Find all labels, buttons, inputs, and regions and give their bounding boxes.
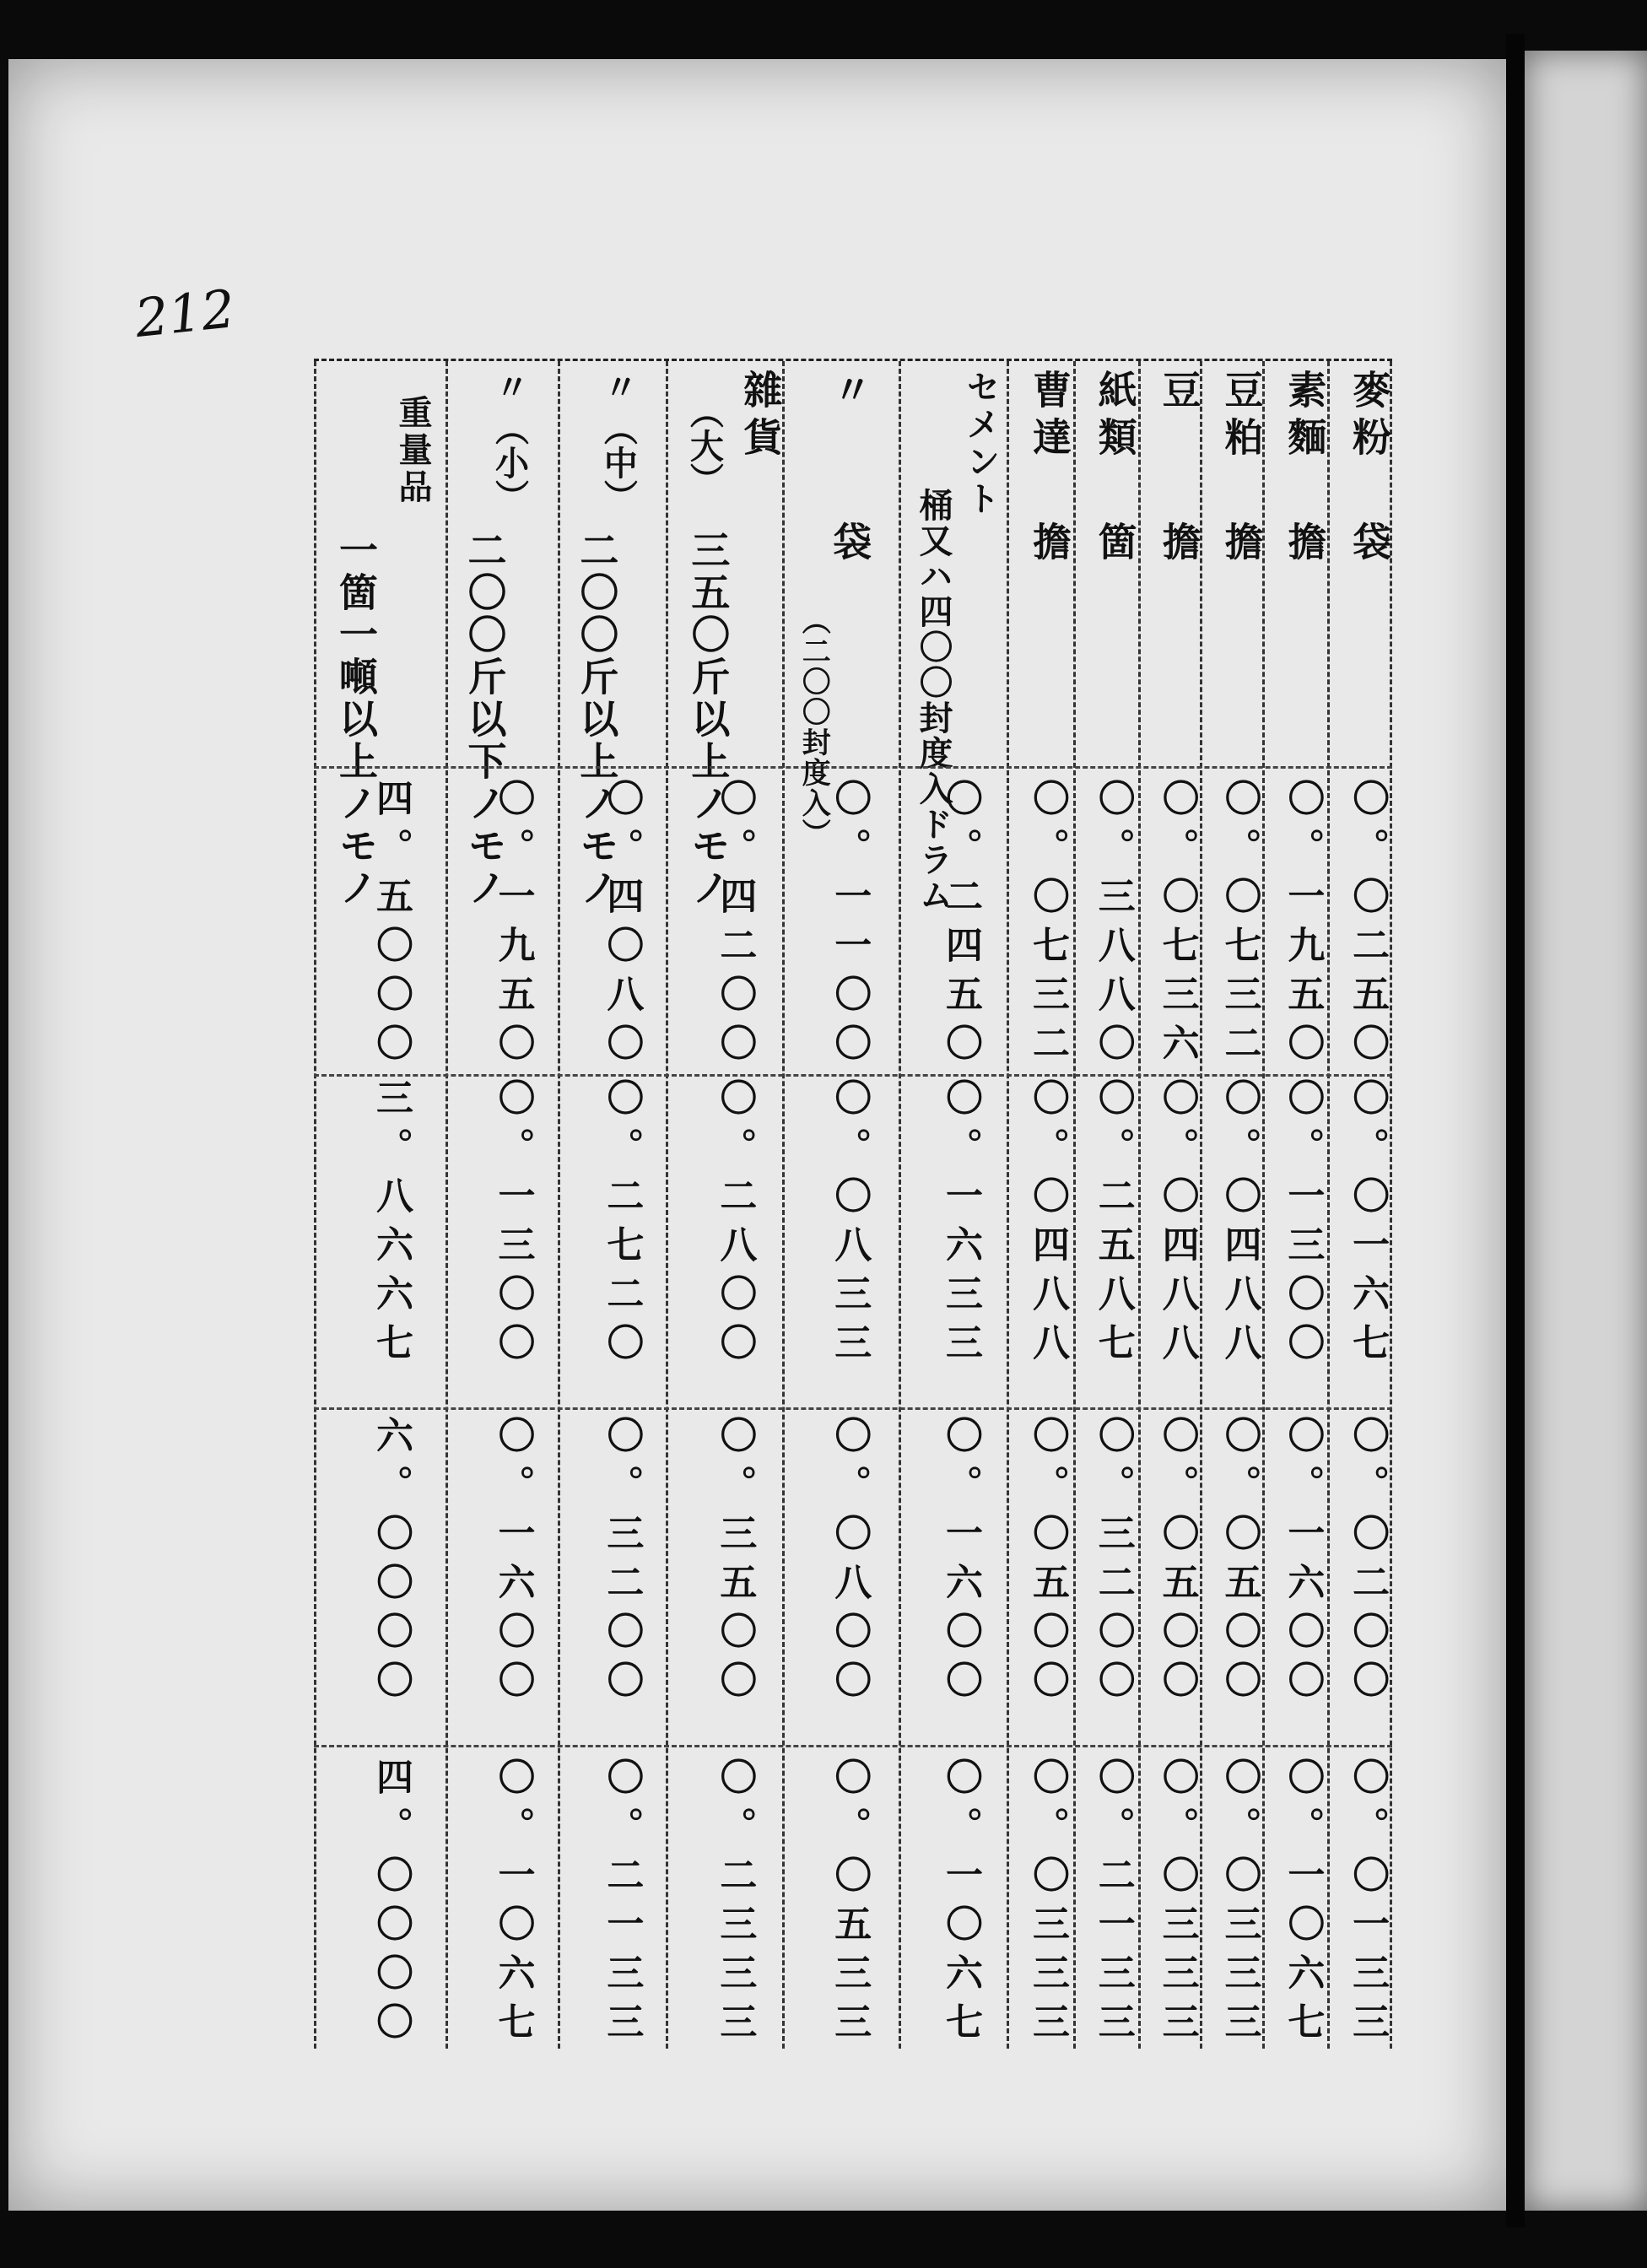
rate-cell: 〇。二一三三 [1091,1758,1135,2051]
rate-cell: 〇。二一三三 [600,1758,644,2051]
rate-cell: 〇。四〇八〇 [600,779,644,1072]
rate-cell: 〇。二五八七 [1091,1078,1135,1372]
rate-cell: 〇。一六〇〇 [1281,1416,1325,1709]
rate-cell: 〇。二四五〇 [939,779,983,1072]
item-name: 豆粕 [1218,370,1265,464]
table-row [1262,361,1327,2049]
rate-cell: 〇。〇七三六 [1155,779,1199,1072]
unit-note: （二〇〇封度入） [796,606,831,849]
rate-cell: 〇。〇五〇〇 [1218,1416,1261,1709]
table-row [782,361,899,2049]
rate-cell: 〇。〇八〇〇 [828,1416,872,1709]
item-name: 〃 [598,370,639,403]
item-name: 曹達 [1027,370,1073,464]
rate-cell: 六。〇〇〇〇 [369,1416,413,1709]
rate-cell: 〇。四二〇〇 [713,779,757,1072]
rate-cell: 〇。一三〇〇 [491,1078,535,1372]
rate-cell: 〇。〇四八八 [1026,1078,1070,1372]
rate-cell: 〇。三五〇〇 [713,1416,757,1709]
adjacent-page-edge [1525,51,1647,2211]
rate-cell: 〇。一一〇〇 [828,779,872,1072]
table-row [1073,361,1138,2049]
column-divider [314,1074,1392,1077]
size-label: （大） [684,395,725,496]
table-row [666,361,782,2049]
rate-cell: 〇。〇二五〇 [1346,779,1390,1072]
table-row [558,361,666,2049]
item-name: 麥粉 [1347,370,1393,464]
table-row [314,361,446,2049]
rate-cell: 〇。一三〇〇 [1281,1078,1325,1372]
rate-cell: 〇。〇五〇〇 [1155,1416,1199,1709]
item-name: 重量品 [392,395,433,506]
table-row [899,361,1007,2049]
rate-cell: 〇。二三三三 [713,1758,757,2051]
rate-cell: 〇。一〇六七 [491,1758,535,2051]
size-label: （中） [598,412,639,513]
rate-cell: 〇。一六〇〇 [491,1416,535,1709]
page-gutter [1506,34,1525,2228]
column-divider [314,766,1392,769]
unit: 二〇〇斤以上ノモノ [574,530,620,910]
rate-table [314,359,1392,2049]
rate-cell: 〇。〇三三三 [1155,1758,1199,2051]
unit: 擔 [1027,521,1073,565]
rate-cell: 〇。〇四八八 [1218,1078,1261,1372]
item-name: 〃 [827,370,873,417]
table-row [446,361,558,2049]
item-name: 紙類 [1092,370,1138,464]
unit: 擔 [1156,521,1202,565]
rate-cell: 〇。二七二〇 [600,1078,644,1372]
unit: 擔 [1282,521,1328,565]
unit: 桶又ハ四〇〇封度入ドラム [914,488,954,913]
rate-cell: 〇。一六〇〇 [939,1416,983,1709]
item-name: 豆 [1156,370,1202,417]
column-divider [314,1407,1392,1410]
rate-cell: 三。八六六七 [369,1078,413,1372]
item-name: 雜貨 [737,370,784,464]
rate-cell: 〇。三八八〇 [1091,779,1135,1072]
rate-cell: 四。〇〇〇〇 [369,1758,413,2051]
unit: 二〇〇斤以下ノモノ [462,530,508,910]
unit: 一箇一噸以上ノモノ [332,530,379,910]
rate-cell: 〇。二八〇〇 [713,1078,757,1372]
table-row [1007,361,1073,2049]
rate-cell: 〇。〇二〇〇 [1346,1416,1390,1709]
rate-cell: 〇。〇一六七 [1346,1078,1390,1372]
unit: 箇 [1092,521,1138,565]
rate-cell: 〇。三二〇〇 [1091,1416,1135,1709]
rate-cell: 四。五〇〇〇 [369,779,413,1072]
rate-cell: 〇。〇三三三 [1218,1758,1261,2051]
rate-cell: 〇。〇五〇〇 [1026,1416,1070,1709]
page-number: 212 [132,278,238,349]
item-name: セメント [961,370,1002,518]
rate-cell: 〇。〇一三三 [1346,1758,1390,2051]
table-row [1138,361,1201,2049]
table-row [1200,361,1265,2051]
item-name: 素麵 [1282,370,1328,464]
table-row [1327,361,1392,2049]
rate-cell: 〇。一九五〇 [1281,779,1325,1072]
rate-cell: 〇。〇七三二 [1218,779,1261,1072]
item-name: 〃 [489,370,530,403]
unit: 三五〇斤以上ノモノ [685,530,732,910]
rate-cell: 〇。一〇六七 [939,1758,983,2051]
rate-cell: 〇。〇八三三 [828,1078,872,1372]
unit: 擔 [1218,521,1265,565]
rate-cell: 〇。〇三三三 [1026,1758,1070,2051]
rate-cell: 〇。一〇六七 [1281,1758,1325,2051]
rate-cell: 〇。三二〇〇 [600,1416,644,1709]
rate-cell: 〇。一九五〇 [491,779,535,1072]
column-divider [314,1745,1392,1747]
unit: 袋 [1347,521,1393,565]
rate-cell: 〇。一六三三 [939,1078,983,1372]
rate-cell: 〇。〇五三三 [828,1758,872,2051]
rate-cell: 〇。〇七三二 [1026,779,1070,1072]
unit: 袋 [827,521,873,565]
rate-cell: 〇。〇四八八 [1155,1078,1199,1372]
size-label: （小） [489,412,530,513]
